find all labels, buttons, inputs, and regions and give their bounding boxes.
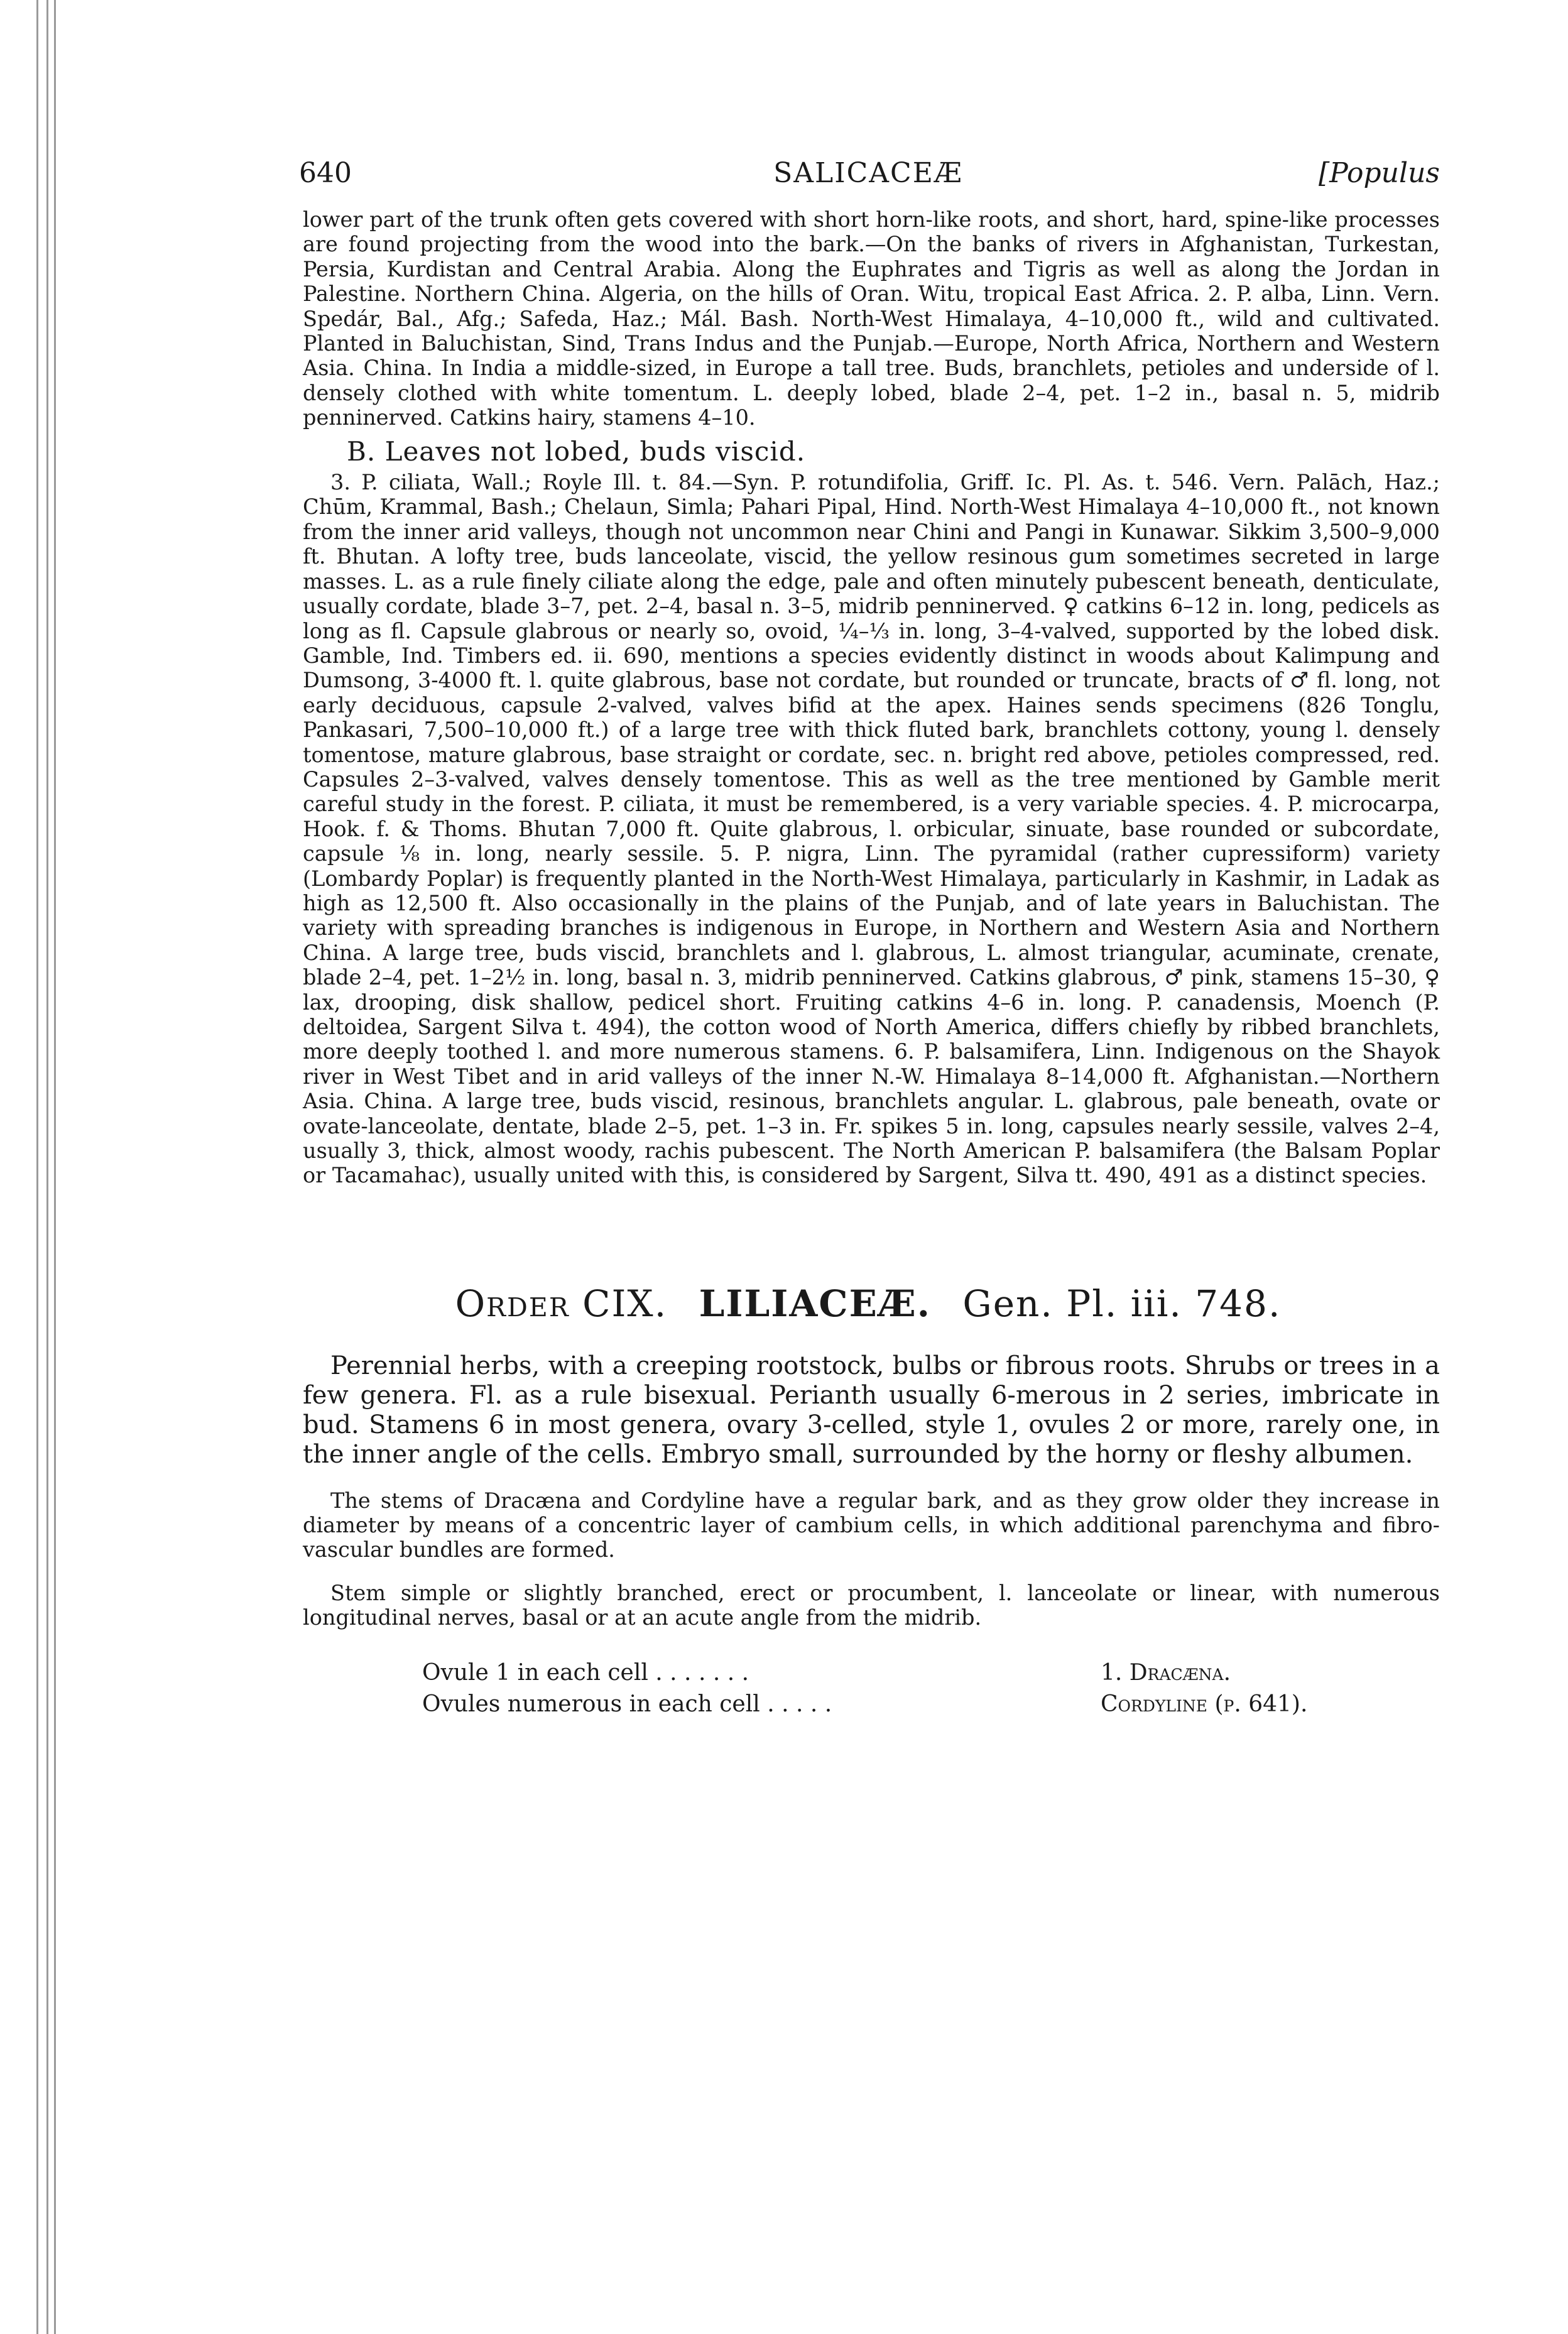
- main-text: [303, 207, 1440, 1188]
- key-row: [422, 1657, 1440, 1689]
- binding-line: [46, 0, 48, 2334]
- order-number: Order CIX.: [455, 1282, 668, 1325]
- key-lead: Ovule 1 in each cell . . . . . . .: [422, 1659, 749, 1686]
- family-name: LILIACEÆ.: [699, 1282, 931, 1325]
- order-heading: [297, 1282, 1440, 1325]
- page-header: [297, 145, 1440, 195]
- running-head: [Populus: [1319, 157, 1440, 189]
- key-row: [422, 1689, 1440, 1720]
- key-result: Cordyline (p. 641).: [1101, 1691, 1308, 1717]
- genus-key: [422, 1657, 1440, 1720]
- page-number: 640: [299, 157, 352, 189]
- page: [297, 145, 1440, 1720]
- paragraph: lower part of the trunk often gets covered with short horn-like roots, and short, hard, spine-like processes are found projecting from the wood into the bark.—On the banks of rivers in Afghanistan, Turkestan, Persia, Kurdistan and Central Arabia. Along the Euphrates and Tigris as well as along the Jordan in Palestine. Northern China. Algeria, on the hills of Oran. Witu, tropical East Africa. 2. P. alba, Linn. Vern. Spedár, Bal., Afg.; Safeda, Haz.; Mál. Bash. North-West Himalaya, 4–10,000 ft., wild and cultivated. Planted in Baluchistan, Sind, Trans Indus and the Punjab.—Europe, North Africa, Northern and Western Asia. China. In India a middle-sized, in Europe a tall tree. Buds, branchlets, petioles and underside of l. densely clothed with white tomentum. L. deeply lobed, blade 2–4, pet. 1–2 in., basal n. 5, midrib penninerved. Catkins hairy, stamens 4–10.: [303, 207, 1440, 430]
- binding-line: [36, 0, 38, 2334]
- paragraph: 3. P. ciliata, Wall.; Royle Ill. t. 84.—Syn. P. rotundifolia, Griff. Ic. Pl. As. t. 546. Vern. Palāch, Haz.; Chūm, Krammal, Bash.; Chelaun, Simla; Pahari Pipal, Hind. North-West Himalaya 4–10,000 ft., not known from the inner arid valleys, though not uncommon near Chini and Pangi in Kunawar. Sikkim 3,500–9,000 ft. Bhutan. A lofty tree, buds lanceolate, viscid, the yellow resinous gum sometimes secreted in large masses. L. as a rule finely ciliate along the edge, pale and often minutely pubescent beneath, denticulate, usually cordate, blade 3–7, pet. 2–4, basal n. 3–5, midrib penninerved. ♀ catkins 6–12 in. long, pedicels as long as fl. Capsule glabrous or nearly so, ovoid, ¼–⅓ in. long, 3–4-valved, supported by the lobed disk. Gamble, Ind. Timbers ed. ii. 690, mentions a species evidently distinct in woods about Kalimpung and Dumsong, 3-4000 ft. l. quite glabrous, base not cordate, but rounded or truncate, bracts of ♂ fl. long, not early deciduous, capsule 2-valved, valves bifid at the apex. Haines sends specimens (826 Tonglu, Pankasari, 7,500–10,000 ft.) of a large tree with thick fluted bark, branchlets cottony, young l. densely tomentose, mature glabrous, base straight or cordate, sec. n. bright red above, petioles compressed, red. Capsules 2–3-valved, valves densely tomentose. This as well as the tree mentioned by Gamble merit careful study in the forest. P. ciliata, it must be remembered, is a very variable species. 4. P. microcarpa, Hook. f. & Thoms. Bhutan 7,000 ft. Quite glabrous, l. orbicular, sinuate, base rounded or subcordate, capsule ⅛ in. long, nearly sessile. 5. P. nigra, Linn. The pyramidal (rather cupressiform) variety (Lombardy Poplar) is frequently planted in the North-West Himalaya, particularly in Kashmir, in Ladak as high as 12,500 ft. Also occasionally in the plains of the Punjab, and of late years in Baluchistan. The variety with spreading branches is indigenous in Europe, in Northern and Western Asia and Northern China. A large tree, buds viscid, branchlets and l. glabrous, L. almost triangular, acuminate, crenate, blade 2–4, pet. 1–2½ in. long, basal n. 3, midrib penninerved. Catkins glabrous, ♂ pink, stamens 15–30, ♀ lax, drooping, disk shallow, pedicel short. Fruiting catkins 4–6 in. long. P. canadensis, Moench (P. deltoidea, Sargent Silva t. 494), the cotton wood of North America, differs chiefly by ribbed branchlets, more deeply toothed l. and more numerous stamens. 6. P. balsamifera, Linn. Indigenous on the Shayok river in West Tibet and in arid valleys of the inner N.-W. Himalaya 8–14,000 ft. Afghanistan.—Northern Asia. China. A large tree, buds viscid, resinous, branchlets angular. L. glabrous, pale beneath, ovate or ovate-lanceolate, dentate, blade 2–5, pet. 1–3 in. Fr. spikes 5 in. long, capsules nearly sessile, valves 2–4, usually 3, thick, almost woody, rachis pubescent. The North American P. balsamifera (the Balsam Poplar or Tacamahac), usually united with this, is considered by Sargent, Silva tt. 490, 491 as a distinct species.: [303, 470, 1440, 1188]
- genera-reference: Gen. Pl. iii. 748.: [962, 1282, 1282, 1325]
- subheading: B. Leaves not lobed, buds viscid.: [347, 435, 806, 467]
- family-note: Stem simple or slightly branched, erect or procumbent, l. lanceolate or linear, with numerous longitudinal nerves, basal or at an acute angle from the midrib.: [303, 1580, 1440, 1630]
- key-result: 1. Dracæna.: [1101, 1659, 1231, 1686]
- page-title: SALICACEÆ: [773, 157, 963, 189]
- family-note: The stems of Dracæna and Cordyline have a regular bark, and as they grow older they increase in diameter by means of a concentric layer of cambium cells, in which additional parenchyma and fibro-vascular bundles are formed.: [303, 1488, 1440, 1562]
- binding-line: [54, 0, 56, 2334]
- key-lead: Ovules numerous in each cell . . . . .: [422, 1691, 832, 1717]
- family-description: Perennial herbs, with a creeping rootstock, bulbs or fibrous roots. Shrubs or trees in a few genera. Fl. as a rule bisexual. Perianth usually 6-merous in 2 series, imbricate in bud. Stamens 6 in most genera, ovary 3-celled, style 1, ovules 2 or more, rarely one, in the inner angle of the cells. Embryo small, surrounded by the horny or fleshy albumen.: [303, 1351, 1440, 1469]
